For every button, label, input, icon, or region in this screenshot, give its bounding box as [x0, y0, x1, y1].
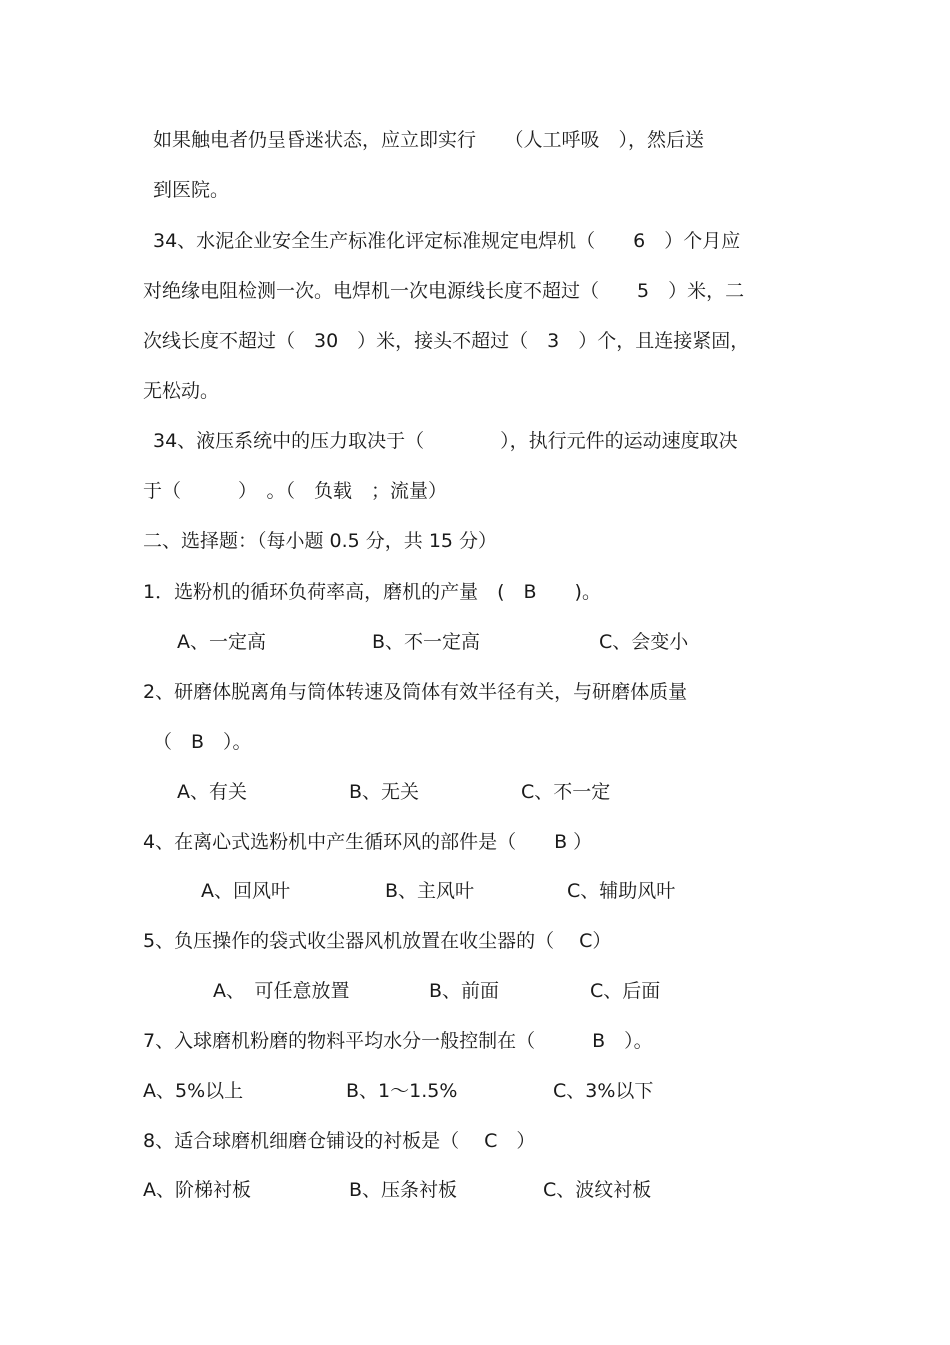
question-stem: 1．选粉机的循环负荷率高，磨机的产量 ( B )。	[143, 581, 601, 603]
q34a-line2: 对绝缘电阻检测一次。电焊机一次电源线长度不超过（ 5 ）米，二	[143, 280, 745, 302]
option-c: C、会变小	[599, 631, 689, 653]
option-c: C、3%以下	[553, 1080, 654, 1102]
q34a-line3: 次线长度不超过（ 30 ）米，接头不超过（ 3 ）个，且连接紧固，	[143, 330, 750, 352]
option-c: C、不一定	[521, 781, 611, 803]
option-c: C、波纹衬板	[543, 1179, 652, 1201]
option-a: A、 可任意放置	[213, 980, 350, 1002]
q34a-line4: 无松动。	[143, 380, 220, 402]
option-b: B、主风叶	[385, 880, 475, 902]
option-b: B、无关	[349, 781, 420, 803]
q34b-line2: 于（ ） 。（ 负载 ；流量）	[143, 480, 448, 502]
question-stem: 2、研磨体脱离角与筒体转速及筒体有效半径有关，与研磨体质量	[143, 681, 688, 703]
section-title: 二、选择题：（每小题 0.5 分，共 15 分）	[143, 530, 498, 552]
option-c: C、后面	[590, 980, 661, 1002]
question-stem: 8、适合球磨机细磨仓铺设的衬板是（ C ）	[143, 1130, 536, 1152]
question-stem: 5、负压操作的袋式收尘器风机放置在收尘器的（ C）	[143, 930, 612, 952]
option-a: A、一定高	[177, 631, 266, 653]
option-c: C、辅助风叶	[567, 880, 676, 902]
option-b: B、前面	[429, 980, 500, 1002]
q34a-line1: 34、水泥企业安全生产标准化评定标准规定电焊机（ 6 ）个月应	[153, 230, 741, 252]
option-a: A、5%以上	[143, 1080, 244, 1102]
q34b-line1: 34、液压系统中的压力取决于（ ），执行元件的运动速度取决	[153, 430, 738, 452]
option-a: A、回风叶	[201, 880, 290, 902]
option-b: B、1～1.5%	[346, 1080, 458, 1102]
option-b: B、压条衬板	[349, 1179, 458, 1201]
option-a: A、有关	[177, 781, 247, 803]
question-stem: 4、在离心式选粉机中产生循环风的部件是（ B ）	[143, 831, 593, 853]
option-a: A、阶梯衬板	[143, 1179, 251, 1201]
q33-line1: 如果触电者仍呈昏迷状态，应立即实行 （人工呼吸 ），然后送	[153, 129, 705, 151]
option-b: B、不一定高	[372, 631, 481, 653]
question-stem: 7、入球磨机粉磨的物料平均水分一般控制在（ B ）。	[143, 1030, 653, 1052]
question-stem-cont: （ B ）。	[153, 731, 252, 753]
q33-line2: 到医院。	[153, 179, 230, 201]
